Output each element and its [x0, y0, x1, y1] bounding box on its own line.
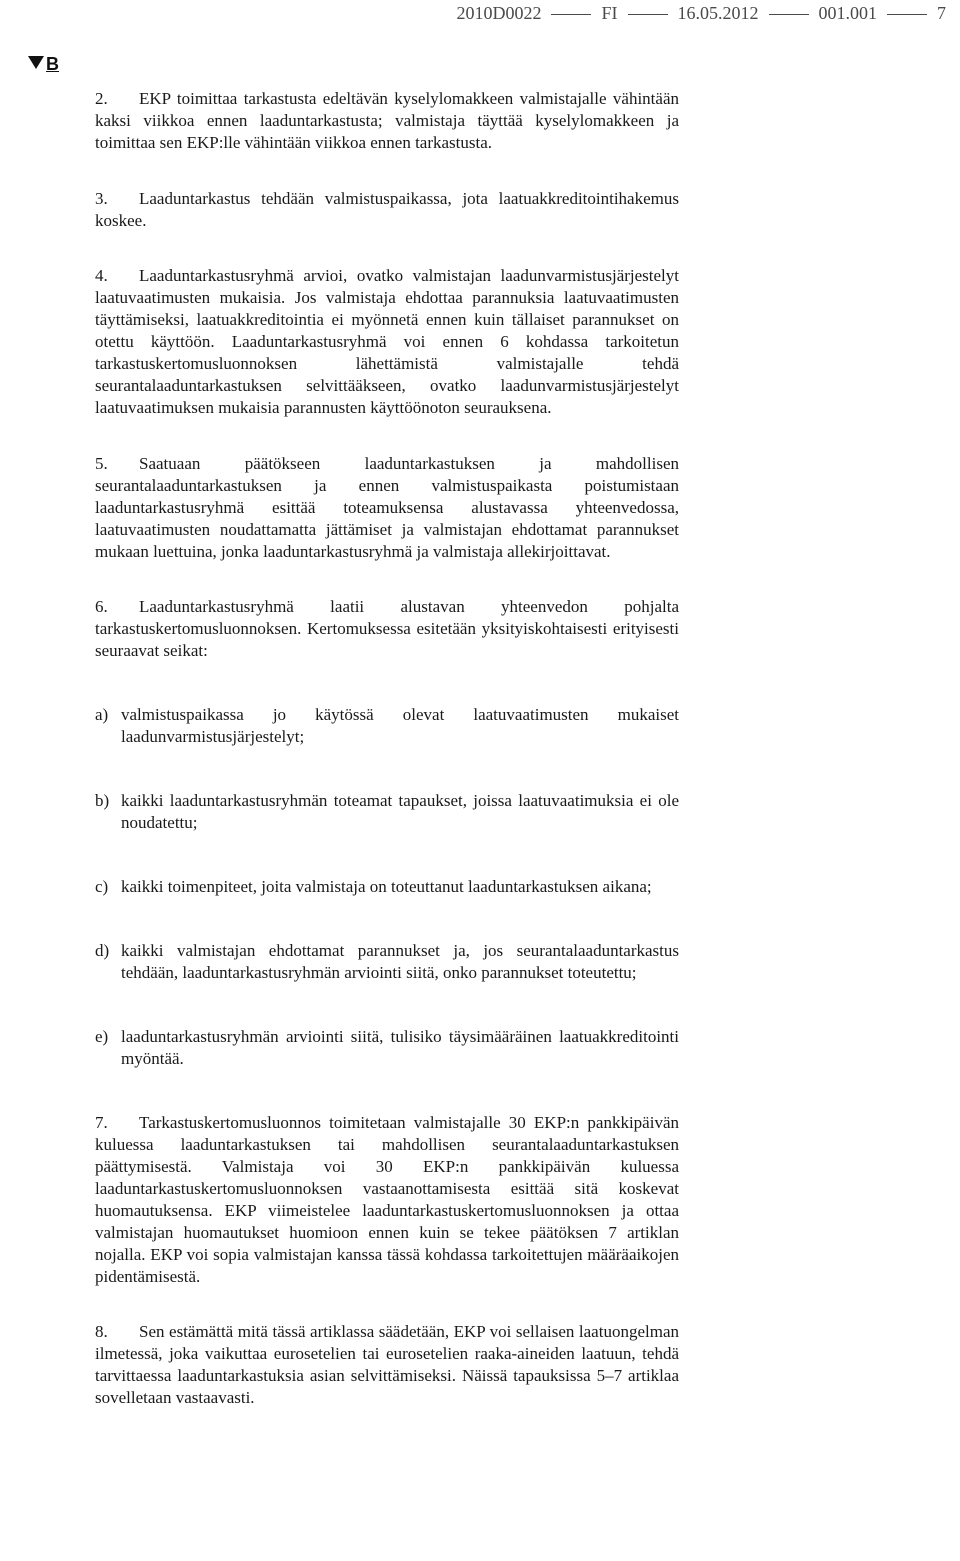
list-item-text: valmistuspaikassa jo käytössä olevat laatuvaatimusten mukaiset laadunvarmistusjärjestelyt;: [121, 705, 679, 746]
paragraph-5: [95, 453, 679, 563]
amendment-marker-letter: B: [46, 54, 59, 74]
list-item-b: [95, 790, 679, 834]
paragraph-7: [95, 1112, 679, 1288]
paragraph-number: 6.: [95, 597, 108, 616]
header-separator: [769, 14, 809, 15]
paragraph-number: 3.: [95, 189, 108, 208]
paragraph-text: Laaduntarkastus tehdään valmistuspaikassa, jota laatuakkreditointihakemus koskee.: [95, 189, 679, 230]
list-item-text: kaikki laaduntarkastusryhmän toteamat tapaukset, joissa laatuvaatimuksia ei ole noudatettu;: [121, 791, 679, 832]
list-item-label: a): [95, 705, 109, 724]
header-separator: [887, 14, 927, 15]
list-item-text: kaikki valmistajan ehdottamat parannukset ja, jos seurantalaaduntarkastus tehdään, laaduntarkastusryhmän arviointi siitä, onko parannukset toteutettu;: [121, 941, 679, 982]
doc-version: 001.001: [818, 3, 877, 23]
header-separator: [628, 14, 668, 15]
paragraph-number: 5.: [95, 454, 108, 473]
header-separator: [551, 14, 591, 15]
paragraph-text: EKP toimittaa tarkastusta edeltävän kyselylomakkeen valmistajalle vähintään kaksi viikkoa ennen laaduntarkastusta; valmistaja täyttää kyselylomakkeen ja toimittaa sen EKP:lle vähintään viikkoa ennen tarkastusta.: [95, 89, 679, 152]
paragraph-6: [95, 596, 679, 662]
page-number: 7: [937, 3, 946, 23]
amendment-marker: [28, 53, 59, 75]
paragraph-number: 8.: [95, 1322, 108, 1341]
paragraph-4: [95, 265, 679, 419]
paragraph-text: Tarkastuskertomusluonnos toimitetaan valmistajalle 30 EKP:n pankkipäivän kuluessa laaduntarkastuksen tai mahdollisen seurantalaaduntarkastuksen päättymisestä. Valmistaja voi 30 EKP:n pankkipäivän kuluessa laaduntarkastuskertomusluonnoksen vastaanottamisesta esittää sitä koskevat huomautuksensa. EKP viimeistelee laaduntarkastuskertomusluonnoksen ja ottaa valmistajan huomautukset huomioon ennen kuin se tekee päätöksen 7 artiklan nojalla. EKP voi sopia valmistajan kanssa tässä kohdassa tarkoitettujen määräaikojen pidentämisestä.: [95, 1113, 679, 1286]
paragraph-2: [95, 88, 679, 154]
list-item-label: d): [95, 941, 110, 960]
list-item-label: e): [95, 1027, 109, 1046]
list-item-d: [95, 940, 679, 984]
list-item-text: laaduntarkastusryhmän arviointi siitä, tulisiko täysimääräinen laatuakkreditointi myöntää.: [121, 1027, 679, 1068]
doc-language: FI: [601, 3, 618, 23]
list-item-label: c): [95, 877, 109, 896]
triangle-down-icon: [28, 56, 44, 69]
paragraph-3: [95, 188, 679, 232]
paragraph-number: 4.: [95, 266, 108, 285]
paragraph-text: Laaduntarkastusryhmä arvioi, ovatko valmistajan laadunvarmistusjärjestelyt laatuvaatimusten mukaisia. Jos valmistaja ehdottaa parannuksia laatuvaatimusten täyttämiseksi, laatuakkreditointia ei myönnetä ennen kuin tällaiset parannukset on otettu käyttöön. Laaduntarkastusryhmä voi ennen 6 kohdassa tarkoitetun tarkastuskertomusluonnoksen lähettämistä valmistajalle tehdä seurantalaaduntarkastuksen selvittääkseen, ovatko laadunvarmistusjärjestelyt laatuvaatimuksen mukaisia parannusten käyttöönoton seurauksena.: [95, 266, 679, 417]
list-item-c: [95, 876, 679, 898]
list-item-label: b): [95, 791, 110, 810]
article-body: [95, 88, 679, 1409]
paragraph-number: 2.: [95, 89, 108, 108]
list-item-text: kaikki toimenpiteet, joita valmistaja on toteuttanut laaduntarkastuksen aikana;: [121, 877, 652, 896]
page-header: [456, 1, 946, 25]
list-item-a: [95, 704, 679, 748]
paragraph-text: Laaduntarkastusryhmä laatii alustavan yhteenvedon pohjalta tarkastuskertomusluonnoksen. Kertomuksessa esitetään yksityiskohtaisesti erityisesti seuraavat seikat:: [95, 597, 679, 660]
paragraph-number: 7.: [95, 1113, 108, 1132]
paragraph-text: Sen estämättä mitä tässä artiklassa säädetään, EKP voi sellaisen laatuongelman ilmetessä, joka vaikuttaa eurosetelien tai eurosetelien raaka-aineiden laatuun, tehdä tarvittaessa laaduntarkastuksia asian selvittämiseksi. Näissä tapauksissa 5–7 artiklaa sovelletaan vastaavasti.: [95, 1322, 679, 1407]
paragraph-text: Saatuaan päätökseen laaduntarkastuksen ja mahdollisen seurantalaaduntarkastuksen ja ennen valmistuspaikasta poistumistaan laaduntarkastusryhmä esittää toteamuksensa alustavassa yhteenvedossa, laatuvaatimusten noudattamatta jättämiset ja valmistajan ehdottamat parannukset mukaan luettuina, jonka laaduntarkastusryhmä ja valmistaja allekirjoittavat.: [95, 454, 679, 561]
doc-id: 2010D0022: [456, 3, 542, 23]
paragraph-8: [95, 1321, 679, 1409]
list-item-e: [95, 1026, 679, 1070]
doc-date: 16.05.2012: [677, 3, 759, 23]
